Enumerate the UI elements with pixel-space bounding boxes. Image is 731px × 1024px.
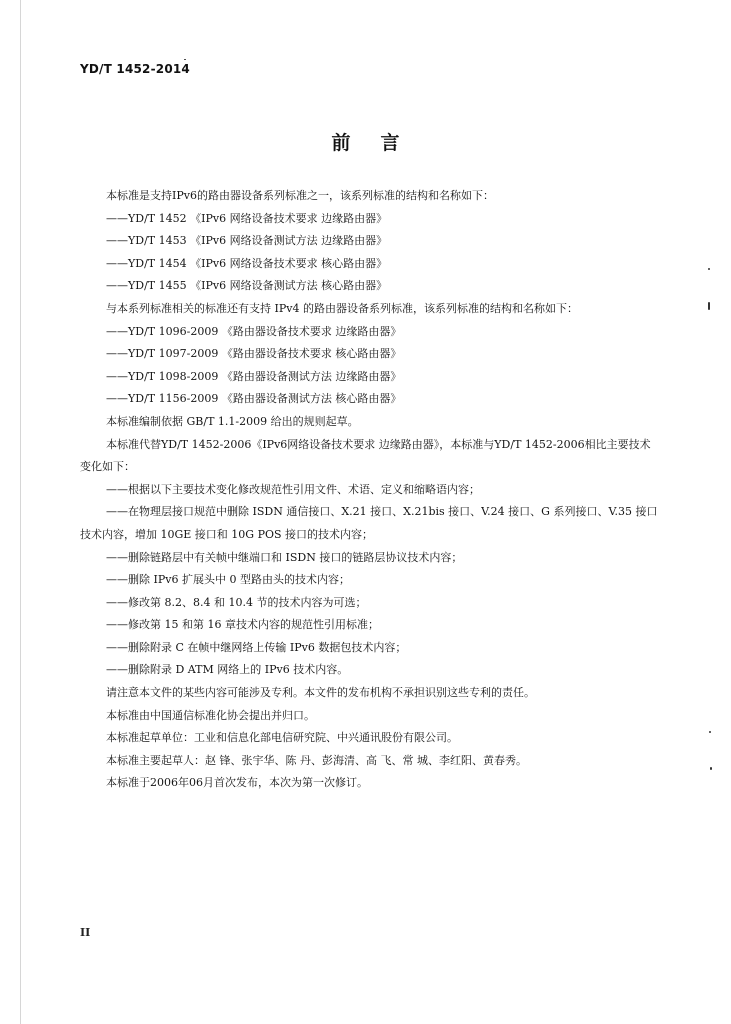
paragraph-history: 本标准于2006年06月首次发布，本次为第一次修订。 xyxy=(106,776,368,790)
paragraph-replacement: 本标准代替YD/T 1452-2006《IPv6网络设备技术要求 边缘路由器》，本标准与YD/T 1452-2006相比主要技术变化如下： xyxy=(80,437,651,474)
scan-speck xyxy=(184,59,186,60)
change-item-routing-header: ——删除 IPv6 扩展头中 0 型路由头的技术内容； xyxy=(106,573,350,587)
list-item-yd1097: ——YD/T 1097-2009 《路由器设备技术要求 核心路由器》 xyxy=(106,347,402,361)
list-item-yd1454: ——YD/T 1454 《IPv6 网络设备技术要求 核心路由器》 xyxy=(106,256,388,270)
change-item-physical-interfaces: ——在物理层接口规范中删除 ISDN 通信接口、X.21 接口、X.21bis 接口、V.24 接口、G 系列接口、V.35 接口技术内容，增加 10GE 接口和 10G POS 接口的技术内容； xyxy=(80,505,658,541)
page-title: 前言 xyxy=(331,132,430,154)
scan-speck xyxy=(710,767,712,770)
change-item-chapter-references: ——修改第 15 和第 16 章技术内容的规范性引用标准； xyxy=(106,618,379,632)
list-item-yd1156: ——YD/T 1156-2009 《路由器设备测试方法 核心路由器》 xyxy=(106,392,402,406)
paragraph-related-standards: 与本系列标准相关的标准还有支持 IPv4 的路由器设备系列标准，该系列标准的结构和名称如下： xyxy=(106,301,578,315)
paragraph-patent-notice: 请注意本文件的某些内容可能涉及专利。本文件的发布机构不承担识别这些专利的责任。 xyxy=(106,686,535,700)
document-code-header: YD/T 1452-2014 xyxy=(80,62,190,76)
change-item-appendix-d: ——删除附录 D ATM 网络上的 IPv6 技术内容。 xyxy=(106,663,349,677)
paragraph-drafting-rules: 本标准编制依据 GB/T 1.1-2009 给出的规则起草。 xyxy=(106,414,359,428)
change-item-optional-sections: ——修改第 8.2、8.4 和 10.4 节的技术内容为可选； xyxy=(106,595,367,609)
list-item-yd1098: ——YD/T 1098-2009 《路由器设备测试方法 边缘路由器》 xyxy=(106,369,402,383)
change-item-references: ——根据以下主要技术变化修改规范性引用文件、术语、定义和缩略语内容； xyxy=(106,482,480,496)
scan-speck xyxy=(709,731,711,733)
scan-speck xyxy=(708,302,710,310)
change-item-appendix-c: ——删除附录 C 在帧中继网络上传输 IPv6 数据包技术内容； xyxy=(106,640,407,654)
foreword-body xyxy=(80,185,660,795)
paragraph-drafting-units: 本标准起草单位：工业和信息化部电信研究院、中兴通讯股份有限公司。 xyxy=(106,731,458,745)
list-item-yd1455: ——YD/T 1455 《IPv6 网络设备测试方法 核心路由器》 xyxy=(106,279,388,293)
list-item-yd1453: ——YD/T 1453 《IPv6 网络设备测试方法 边缘路由器》 xyxy=(106,234,388,248)
paragraph-intro: 本标准是支持IPv6的路由器设备系列标准之一，该系列标准的结构和名称如下： xyxy=(106,189,494,202)
change-item-link-layer: ——删除链路层中有关帧中继端口和 ISDN 接口的链路层协议技术内容； xyxy=(106,550,463,564)
list-item-yd1096: ——YD/T 1096-2009 《路由器设备技术要求 边缘路由器》 xyxy=(106,324,402,338)
list-item-yd1452: ——YD/T 1452 《IPv6 网络设备技术要求 边缘路由器》 xyxy=(106,211,388,225)
paragraph-drafters: 本标准主要起草人：赵 锋、张宇华、陈 丹、彭海清、高 飞、常 城、李红阳、黄春秀。 xyxy=(106,753,527,767)
scan-speck xyxy=(708,268,710,270)
paragraph-proposer: 本标准由中国通信标准化协会提出并归口。 xyxy=(106,708,315,722)
page-number: II xyxy=(80,926,91,939)
